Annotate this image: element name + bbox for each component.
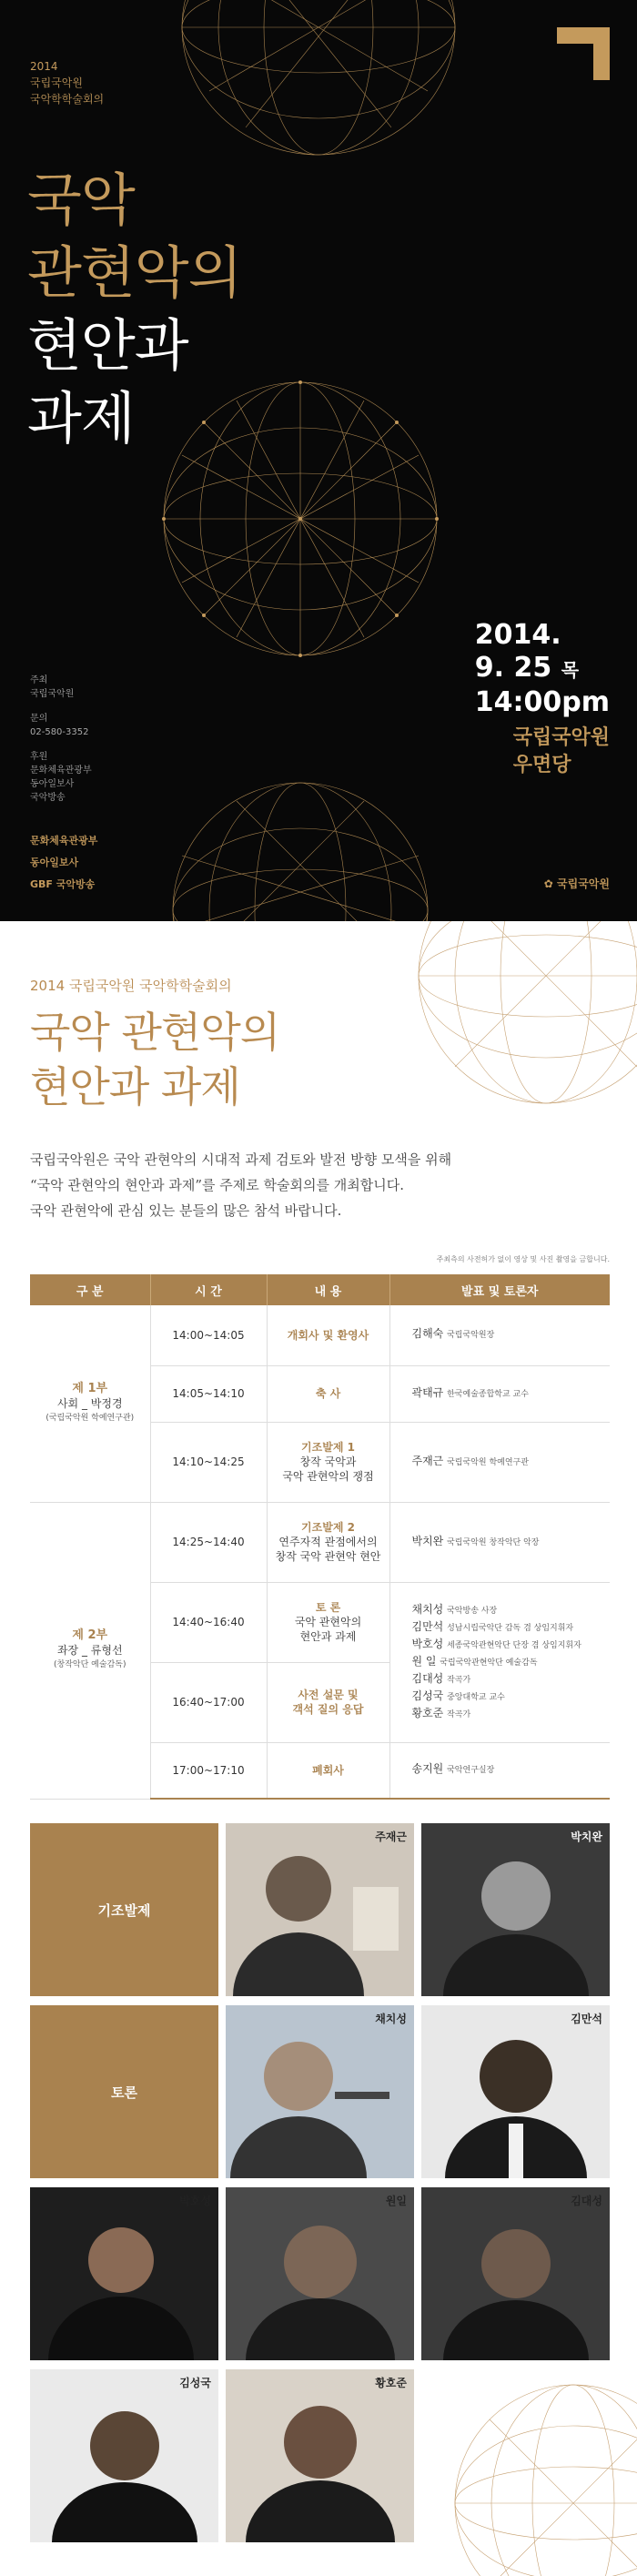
session-2-cell [30, 1502, 150, 1799]
panelist-name: 황호준 [411, 1706, 444, 1719]
row-content-line1: 국악 관현악의 [294, 1616, 362, 1628]
panelist-affiliation: 작곡가 [447, 1675, 471, 1685]
presenter-name: 곽태규 [411, 1385, 444, 1399]
row-content-line1: 창작 국악과 [299, 1455, 357, 1468]
sponsor-logos [30, 830, 97, 896]
globe-graphic-top [155, 0, 482, 164]
panelist-name: 김성국 [411, 1689, 444, 1702]
poster-title-line1: 국악 [27, 167, 135, 233]
logo-donga: 동아일보사 [30, 857, 79, 868]
session-1-org: (국립국악원 학예연구관) [46, 1413, 135, 1423]
panelist-affiliation: 국악방송 사장 [447, 1606, 498, 1616]
poster-title-line4: 과제 [27, 385, 135, 451]
panelist-affiliation: 세종국악관현악단 단장 겸 상임지휘자 [447, 1640, 581, 1650]
presenter-affiliation: 국악연구실장 [447, 1766, 495, 1776]
row-time: 14:40~16:40 [150, 1582, 267, 1662]
presenter-name: 송지원 [411, 1762, 444, 1776]
session-1-cell [30, 1305, 150, 1502]
session-2-chair: 좌장 _ 류형선 [56, 1644, 123, 1657]
poster-time: 14:00pm [474, 686, 610, 718]
logo-gbf: GBF 국악방송 [30, 878, 96, 890]
row-content: 폐회사 [312, 1763, 344, 1777]
panelist-affiliation: 중앙대학교 교수 [447, 1692, 505, 1702]
intro-title-line2: 현안과 과제 [30, 1062, 240, 1111]
poster-venue-line1: 국립국악원 [512, 726, 610, 749]
inquiry-value: 02-580-3352 [30, 727, 89, 737]
panelist-affiliation: 성남시립국악단 감독 겸 상임지휘자 [447, 1623, 574, 1633]
table-row [30, 1305, 610, 1365]
row-content-line2: 국악 관현악의 쟁점 [282, 1470, 374, 1483]
poster-venue [513, 725, 610, 779]
poster-venue-line2: 우면당 [512, 754, 571, 776]
speaker-name: 김대성 [571, 2195, 602, 2207]
presenter-affiliation: 국립국악원장 [447, 1331, 495, 1341]
poster-series [30, 58, 104, 107]
speaker-name: 김만석 [571, 2013, 602, 2025]
globe-graphic-intro [391, 921, 637, 1121]
sponsor-2: 동아일보사 [30, 779, 75, 789]
host-value: 국립국악원 [30, 689, 75, 699]
presenter-affiliation: 국립국악원 창작악단 악장 [447, 1537, 540, 1547]
portrait-icon [421, 1823, 610, 1996]
panelist-name: 김만석 [411, 1619, 444, 1633]
sponsor-label: 후원 [30, 752, 48, 762]
session-1-name: 제 1부 [72, 1381, 108, 1395]
globe-graphic-footer [437, 2367, 637, 2576]
portrait-icon [226, 2005, 414, 2178]
row-content-line1: 연주자적 관점에서의 [278, 1536, 378, 1548]
header-presenter: 발표 및 토론자 [389, 1274, 610, 1305]
speaker-photo [226, 2187, 414, 2360]
host-label: 주최 [30, 675, 48, 685]
row-time: 14:25~14:40 [150, 1502, 267, 1582]
intro-subtitle: 2014 국립국악원 국악학학술회의 [30, 978, 232, 994]
row-time: 17:00~17:10 [150, 1742, 267, 1799]
portrait-icon [30, 2187, 218, 2360]
panelist-name: 채치성 [411, 1602, 444, 1616]
schedule-header-row [30, 1274, 610, 1305]
row-time: 16:40~17:00 [150, 1662, 267, 1742]
poster-date-year: 2014. [474, 619, 561, 651]
header-content: 내 용 [267, 1274, 389, 1305]
row-time: 14:05~14:10 [150, 1365, 267, 1422]
presenter-name: 주재근 [411, 1454, 444, 1467]
keynote-label: 기조발제 [30, 1823, 218, 1996]
panelist-name: 원 일 [411, 1654, 437, 1668]
row-content-line2: 창작 국악 관현악 현안 [275, 1550, 381, 1563]
row-content-label: 기조발제 2 [301, 1521, 355, 1534]
poster-info [30, 674, 92, 805]
portrait-icon [421, 2005, 610, 2178]
poster [0, 0, 637, 921]
gugak-logo-icon: ✿ [543, 877, 558, 890]
header-time: 시 간 [150, 1274, 267, 1305]
panel-list [389, 1582, 610, 1742]
poster-series-name: 국악학학술회의 [30, 93, 105, 106]
header-session: 구 분 [30, 1274, 150, 1305]
speaker-name: 박호성 [179, 2195, 211, 2207]
panelist-affiliation: 국립국악관현악단 예술감독 [440, 1658, 538, 1668]
sponsor-1: 문화체육관광부 [30, 766, 92, 776]
speaker-name: 황호준 [375, 2377, 407, 2389]
row-content-label: 기조발제 1 [301, 1441, 355, 1454]
presenter-affiliation: 한국예술종합학교 교수 [447, 1389, 529, 1399]
panelist-name: 박호성 [411, 1637, 444, 1650]
poster-date-day: 9. 25 [474, 652, 552, 684]
poster-title [27, 164, 242, 455]
speaker-photo [421, 2187, 610, 2360]
portrait-icon [226, 1823, 414, 1996]
row-content-line2: 현안과 과제 [299, 1630, 357, 1643]
speaker-photo [30, 2369, 218, 2542]
speaker-photo [226, 1823, 414, 1996]
poster-date-dow: 목 [561, 659, 580, 681]
intro-description [30, 1147, 451, 1223]
speaker-photo [30, 2187, 218, 2360]
speaker-name: 채치성 [375, 2013, 407, 2025]
portrait-icon [30, 2369, 218, 2542]
footer-logo [544, 876, 610, 891]
corner-logo-icon [557, 27, 610, 80]
sponsor-3: 국악방송 [30, 793, 66, 803]
intro-desc-line1: 국립국악원은 국악 관현악의 시대적 과제 검토와 발전 방향 모색을 위해 [30, 1151, 452, 1168]
row-content: 축 사 [315, 1387, 341, 1400]
photo-notice: 주최측의 사전허가 없이 영상 및 사진 촬영을 금합니다. [436, 1255, 610, 1263]
presenter-name: 김해숙 [411, 1327, 444, 1341]
poster-date [475, 619, 610, 719]
intro-title-line1: 국악 관현악의 [30, 1008, 280, 1057]
panel-label: 토론 [30, 2005, 218, 2178]
speaker-name: 박치완 [571, 1831, 602, 1843]
intro-desc-line2: “국악 관현악의 현안과 과제”를 주제로 학술회의를 개최합니다. [30, 1177, 404, 1193]
schedule-table [30, 1274, 610, 1800]
portrait-icon [421, 2187, 610, 2360]
speaker-name: 원일 [385, 2195, 407, 2207]
poster-title-line2: 관현악의 [27, 239, 242, 306]
row-content-label: 토 론 [315, 1601, 341, 1614]
poster-year: 2014 [30, 60, 58, 73]
speaker-photo [421, 2005, 610, 2178]
globe-graphic-bottom [164, 774, 437, 921]
portrait-icon [226, 2369, 414, 2542]
speaker-photo [226, 2005, 414, 2178]
intro-title [30, 1005, 279, 1114]
row-time: 14:00~14:05 [150, 1305, 267, 1365]
logo-mcst: 문화체육관광부 [30, 835, 98, 847]
speaker-photo [421, 1823, 610, 1996]
footer-logo-text: 국립국악원 [557, 877, 610, 890]
table-row [30, 1502, 610, 1582]
row-time: 14:10~14:25 [150, 1422, 267, 1502]
speaker-name: 김성국 [179, 2377, 211, 2389]
inquiry-label: 문의 [30, 714, 48, 724]
session-1-chair: 사회 _ 박정경 [56, 1396, 123, 1410]
presenter-affiliation: 국립국악원 학예연구관 [447, 1457, 529, 1467]
panelist-name: 김대성 [411, 1671, 444, 1685]
poster-org: 국립국악원 [30, 76, 83, 89]
session-2-name: 제 2부 [72, 1628, 108, 1642]
session-2-org: (창작악단 예술감독) [54, 1660, 126, 1669]
panelist-affiliation: 작곡가 [447, 1709, 471, 1719]
row-content-line2: 객석 질의 응답 [292, 1703, 364, 1716]
poster-title-line3: 현안과 [27, 312, 188, 379]
row-content: 개회사 및 환영사 [287, 1328, 369, 1342]
portrait-icon [226, 2187, 414, 2360]
presenter-name: 박치완 [411, 1534, 444, 1547]
speaker-name: 주재근 [375, 1831, 407, 1843]
speaker-photo [226, 2369, 414, 2542]
intro-desc-line3: 국악 관현악에 관심 있는 분들의 많은 참석 바랍니다. [30, 1202, 342, 1219]
row-content-line1: 사전 설문 및 [298, 1689, 359, 1701]
